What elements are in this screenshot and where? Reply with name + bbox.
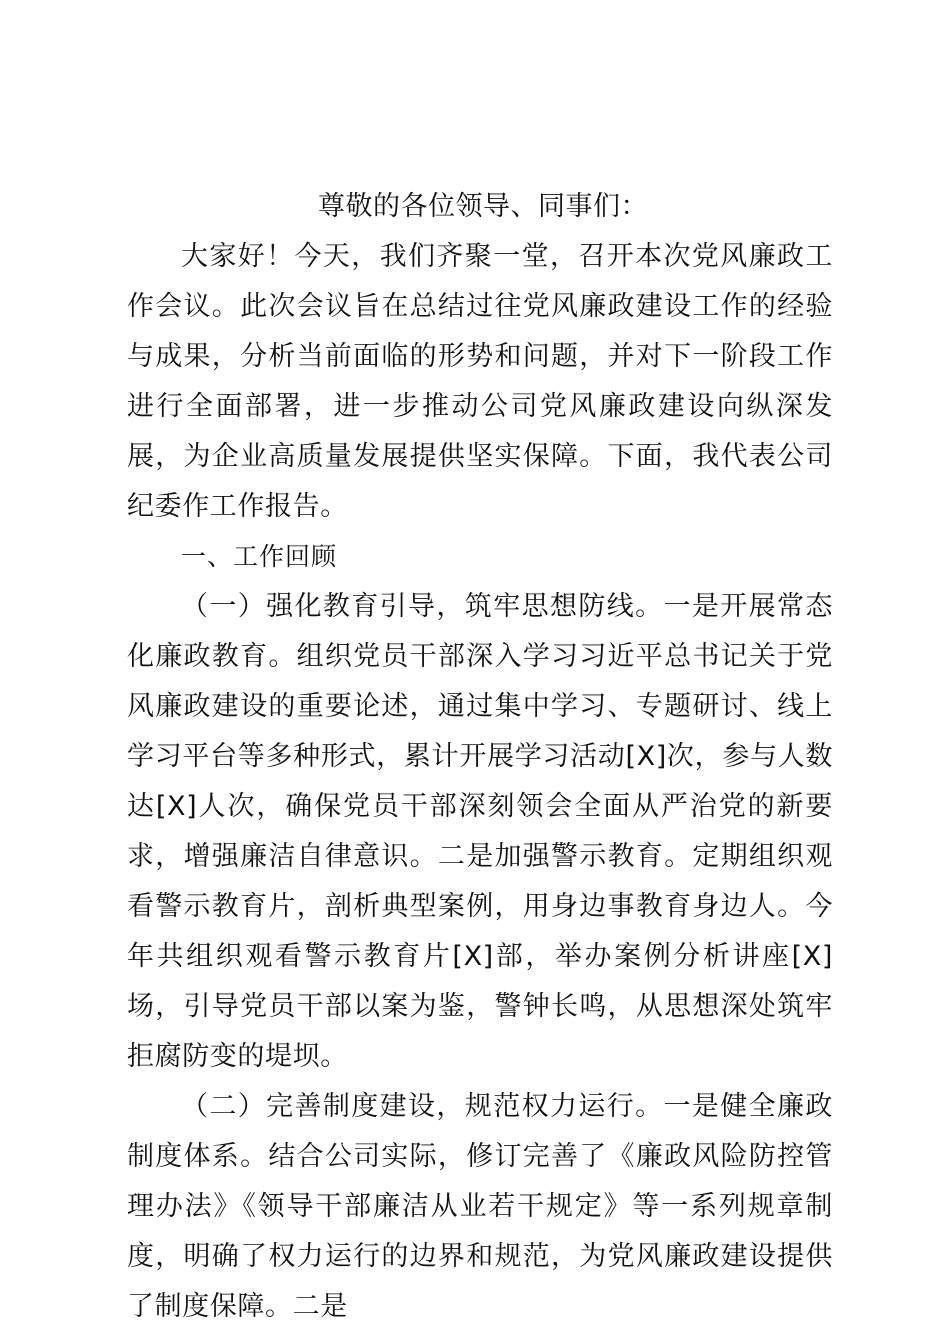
salutation: 尊敬的各位领导、同事们： (318, 191, 648, 222)
paragraph-education: （一）强化教育引导，筑牢思想防线。一是开展常态化廉政教育。组织党员干部深入学习习近平总书记关于党风廉政建设的重要论述，通过集中学习、专题研讨、线上学习平台等多种形式，累计开展学习活动[X]次，参与人数达[X]人次，确保党员干部深刻领会全面从严治党的新要求，增强廉洁自律意识。二是加强警示教育。定期组织观看警示教育片，剖析典型案例，用身边事教育身边人。今年共组织观看警示教育片[X]部，举办案例分析讲座[X]场，引导党员干部以案为鉴，警钟长鸣，从思想深处筑牢拒腐防变的堤坝。 (127, 591, 833, 1072)
paragraph-system-building: （二）完善制度建设，规范权力运行。一是健全廉政制度体系。结合公司实际，修订完善了《廉政风险防控管理办法》《领导干部廉洁从业若干规定》等一系列规章制度，明确了权力运行的边界和规范，为党风廉政建设提供了制度保障。二是 (127, 1091, 833, 1322)
intro-paragraph: 大家好！今天，我们齐聚一堂，召开本次党风廉政工作会议。此次会议旨在总结过往党风廉政建设工作的经验与成果，分析当前面临的形势和问题，并对下一阶段工作进行全面部署，进一步推动公司党风廉政建设向纵深发展，为企业高质量发展提供坚实保障。下面，我代表公司纪委作工作报告。 (127, 241, 833, 522)
document-body (127, 182, 833, 1332)
section-heading-work-review: 一、工作回顾 (181, 542, 338, 571)
